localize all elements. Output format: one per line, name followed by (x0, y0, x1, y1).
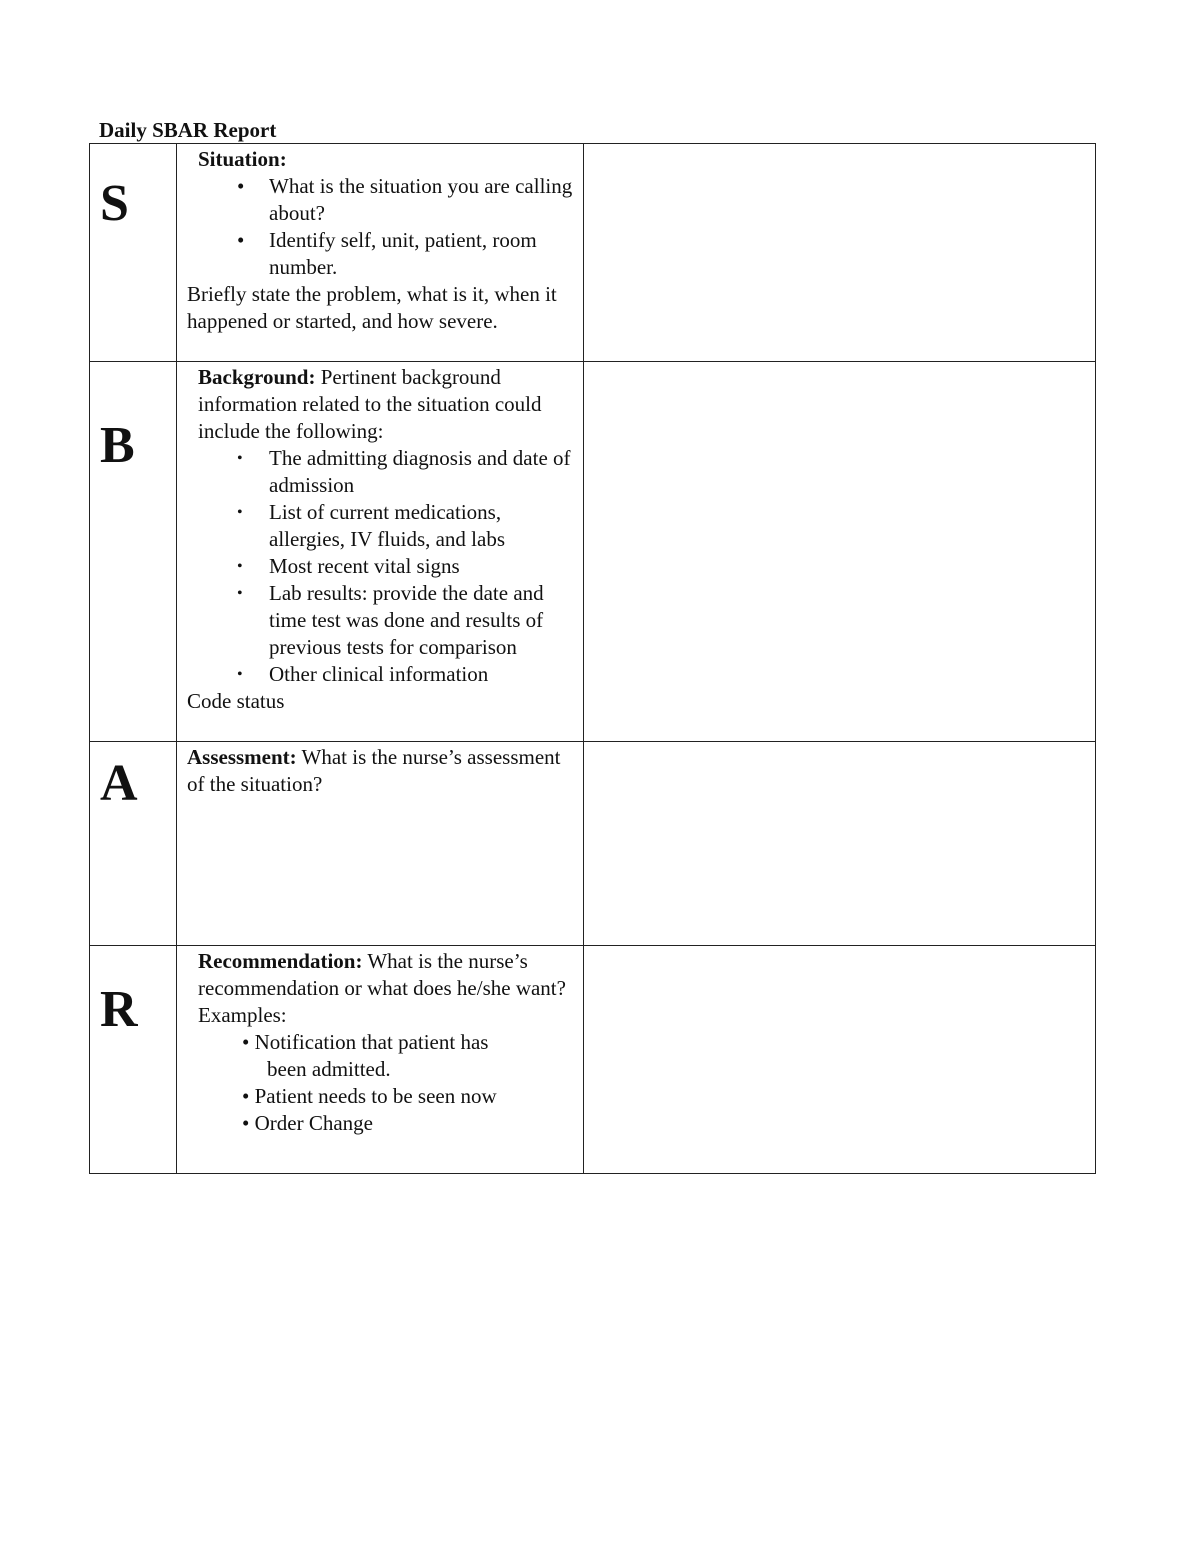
situation-letter: S (90, 144, 177, 362)
recommendation-bullet-list (187, 1029, 577, 1137)
list-item: • The admitting diagnosis and date of admission (237, 446, 571, 497)
list-item: • Notification that patient has been admitted. (242, 1030, 489, 1081)
situation-notes-cell[interactable] (584, 144, 1096, 362)
background-notes-cell[interactable] (584, 362, 1096, 742)
situation-prompt (177, 144, 584, 362)
list-item: • Patient needs to be seen now (242, 1084, 497, 1108)
situation-bullet-list (187, 173, 577, 281)
bullet-icon: • (237, 174, 245, 198)
background-row (90, 362, 1096, 742)
list-item: • Most recent vital signs (237, 554, 460, 578)
document-title: Daily SBAR Report (99, 118, 277, 142)
list-item: • What is the situation you are calling about? (237, 174, 573, 225)
list-item: • List of current medications, allergies, IV fluids, and labs (237, 500, 506, 551)
bullet-icon: • (237, 504, 243, 521)
assessment-heading: Assessment: (187, 745, 297, 769)
bullet-icon: • (242, 1084, 250, 1108)
bullet-icon: • (237, 450, 243, 467)
recommendation-notes-cell[interactable] (584, 946, 1096, 1174)
bullet-icon: • (237, 585, 243, 602)
assessment-text: What is the nurse’s assessment of the situation? (187, 745, 561, 796)
bullet-icon: • (237, 666, 243, 683)
recommendation-row (90, 946, 1096, 1174)
list-item: • Other clinical information (237, 662, 489, 686)
situation-row (90, 144, 1096, 362)
background-intro-block (187, 364, 577, 445)
recommendation-heading: Recommendation: (198, 949, 363, 973)
bullet-icon: • (242, 1111, 250, 1135)
situation-footer: Briefly state the problem, what is it, when it happened or started, and how severe. (187, 282, 557, 333)
assessment-prompt (177, 742, 584, 946)
list-item: • Order Change (242, 1111, 373, 1135)
assessment-row (90, 742, 1096, 946)
recommendation-letter: R (90, 946, 177, 1174)
recommendation-text: What is the nurse’s recommendation or what does he/she want? Examples: (198, 949, 566, 1027)
background-intro: Pertinent background information related to the situation could include the following: (198, 365, 542, 443)
bullet-icon: • (237, 228, 245, 252)
background-letter: B (90, 362, 177, 742)
background-footer: Code status (187, 689, 285, 713)
list-item: • Lab results: provide the date and time test was done and results of previous tests for comparison (237, 581, 544, 659)
situation-heading: Situation: (198, 147, 287, 171)
background-bullet-list (187, 445, 577, 688)
recommendation-prompt (177, 946, 584, 1174)
sbar-table (89, 143, 1096, 1174)
bullet-icon: • (237, 558, 243, 575)
assessment-notes-cell[interactable] (584, 742, 1096, 946)
background-heading: Background: (198, 365, 316, 389)
recommendation-intro-block (187, 948, 577, 1029)
list-item: • Identify self, unit, patient, room number. (237, 228, 537, 279)
assessment-letter: A (90, 742, 177, 946)
bullet-icon: • (242, 1030, 250, 1054)
background-prompt (177, 362, 584, 742)
